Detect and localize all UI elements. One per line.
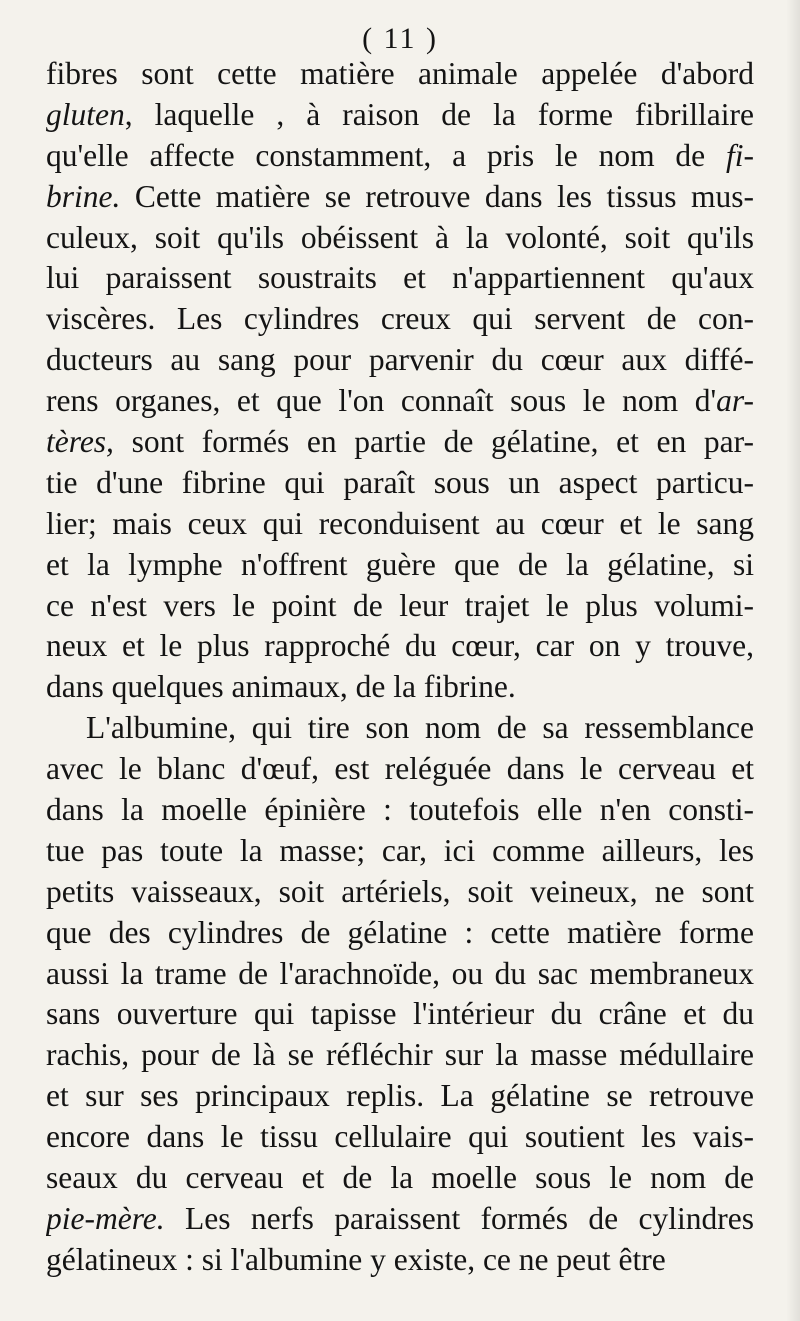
text-run: ducteurs au sang pour parvenir du cœur aux diffé- xyxy=(46,342,754,378)
text-run: avec le blanc d'œuf, est reléguée dans le cerveau et xyxy=(46,751,754,787)
text-line xyxy=(46,1076,754,1117)
text-run: aussi la trame de l'arachnoïde, ou du sac membraneux xyxy=(46,955,754,991)
text-line xyxy=(46,1117,754,1158)
text-run: et sur ses principaux replis. La gélatine se retrouve xyxy=(46,1078,754,1114)
text-line xyxy=(46,1199,754,1240)
paragraph xyxy=(46,54,754,708)
text-line xyxy=(46,95,754,136)
text-run: Les nerfs paraissent formés de cylindres xyxy=(164,1200,754,1236)
text-run: neux et le plus rapproché du cœur, car on y trouve, xyxy=(46,628,754,664)
text-line xyxy=(46,381,754,422)
text-run: et la lymphe n'offrent guère que de la gélatine, si xyxy=(46,546,754,582)
text-line xyxy=(46,218,754,259)
text-run: tue pas toute la masse; car, ici comme ailleurs, les xyxy=(46,832,754,868)
italic-term: pie-mère. xyxy=(46,1200,165,1236)
italic-term: gluten xyxy=(46,96,125,132)
text-line xyxy=(46,626,754,667)
italic-term: tères, xyxy=(46,424,114,460)
text-run: que des cylindres de gélatine : cette matière forme xyxy=(46,914,754,950)
text-line xyxy=(46,177,754,218)
text-line xyxy=(46,913,754,954)
text-run: sans ouverture qui tapisse l'intérieur du crâne et du xyxy=(46,996,754,1032)
text-line xyxy=(46,586,754,627)
text-line xyxy=(46,1240,754,1281)
text-run: seaux du cerveau et de la moelle sous le nom de xyxy=(46,1160,754,1196)
text-run: sont formés en partie de gélatine, et en par- xyxy=(113,424,754,460)
text-run: , laquelle , à raison de la forme fibrillaire xyxy=(124,96,754,132)
text-run: viscères. Les cylindres creux qui servent de con- xyxy=(46,301,754,337)
text-run: lui paraissent soustraits et n'appartiennent qu'aux xyxy=(46,260,754,296)
text-line xyxy=(46,545,754,586)
text-run: Cette matière se retrouve dans les tissus mus- xyxy=(120,178,754,214)
text-line xyxy=(46,872,754,913)
text-line xyxy=(46,708,754,749)
text-run: culeux, soit qu'ils obéissent à la volonté, soit qu'ils xyxy=(46,219,754,255)
text-run: rens organes, et que l'on connaît sous le nom d' xyxy=(46,383,717,419)
page-number: ( 11 ) xyxy=(362,22,438,55)
text-run: tie d'une fibrine qui paraît sous un aspect particu- xyxy=(46,464,754,500)
text-line xyxy=(46,1158,754,1199)
italic-term: brine. xyxy=(46,178,121,214)
text-line xyxy=(46,1035,754,1076)
text-line xyxy=(46,749,754,790)
text-line xyxy=(46,667,754,708)
text-line xyxy=(46,422,754,463)
text-line xyxy=(46,340,754,381)
page-edge-shadow xyxy=(786,0,800,1321)
text-line xyxy=(46,258,754,299)
italic-term: ar- xyxy=(716,383,754,419)
text-line xyxy=(46,54,754,95)
text-run: encore dans le tissu cellulaire qui soutient les vais- xyxy=(46,1119,754,1155)
body-text xyxy=(46,54,754,1281)
text-run: ce n'est vers le point de leur trajet le plus volumi- xyxy=(46,587,754,623)
text-run: qu'elle affecte constamment, a pris le nom de xyxy=(46,137,726,173)
text-run: gélatineux : si l'albumine y existe, ce ne peut être xyxy=(46,1241,666,1277)
text-line xyxy=(46,504,754,545)
text-run: dans quelques animaux, de la fibrine. xyxy=(46,669,516,705)
text-run: petits vaisseaux, soit artériels, soit veineux, ne sont xyxy=(46,873,754,909)
text-run: fibres sont cette matière animale appelée d'abord xyxy=(46,56,754,91)
text-run: rachis, pour de là se réfléchir sur la masse médullaire xyxy=(46,1037,754,1073)
text-line xyxy=(46,136,754,177)
text-line xyxy=(46,790,754,831)
paragraph xyxy=(46,708,754,1280)
text-run: L'albumine, qui tire son nom de sa ressemblance xyxy=(86,710,754,746)
text-line xyxy=(46,299,754,340)
text-line xyxy=(46,831,754,872)
italic-term: fi- xyxy=(726,137,754,173)
text-run: dans la moelle épinière : toutefois elle n'en consti- xyxy=(46,792,754,828)
text-run: lier; mais ceux qui reconduisent au cœur et le sang xyxy=(46,505,754,541)
text-line xyxy=(46,994,754,1035)
text-line xyxy=(46,954,754,995)
text-line xyxy=(46,463,754,504)
